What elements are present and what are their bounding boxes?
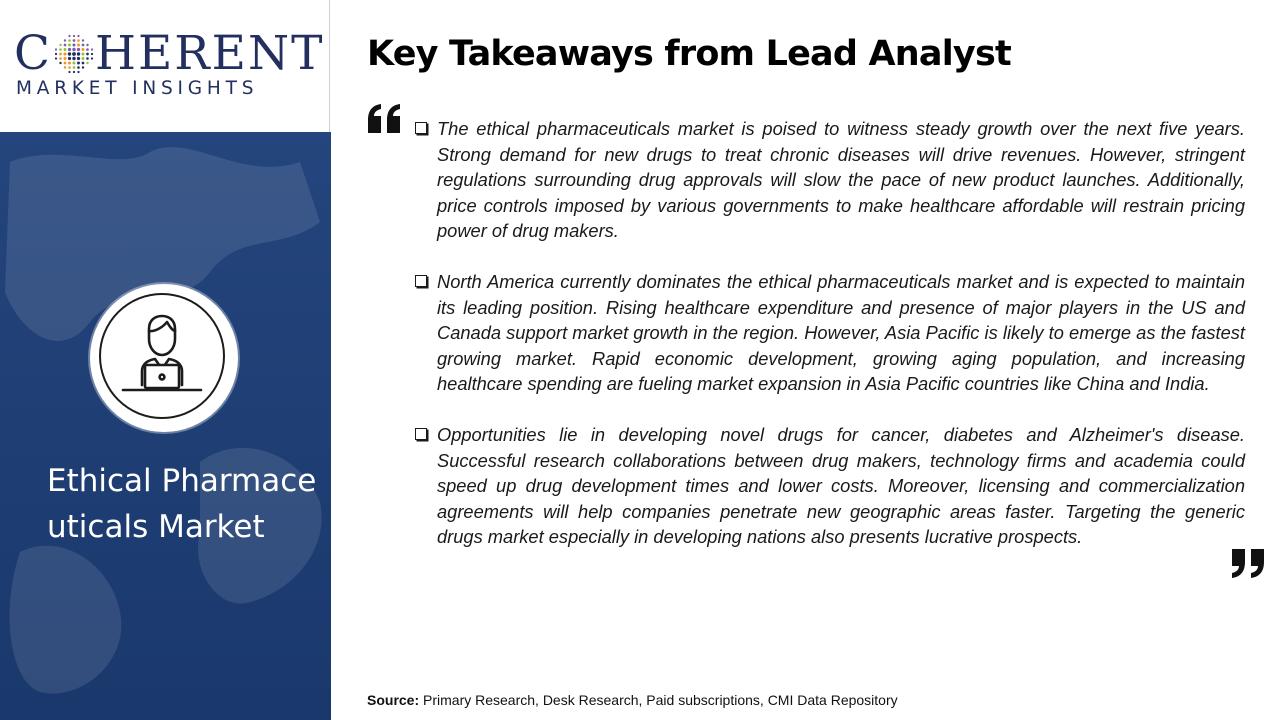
market-title: Ethical Pharmaceuticals Market <box>47 463 317 545</box>
logo-subtitle: MARKET INSIGHTS <box>16 78 259 99</box>
source-footnote <box>367 692 898 708</box>
logo-letters-rest: HERENT <box>94 26 325 81</box>
takeaway-item <box>412 422 1245 550</box>
takeaway-item <box>412 269 1245 397</box>
takeaway-item <box>412 116 1245 244</box>
logo-letter-c: C <box>14 26 52 81</box>
checkbox-bullet-icon <box>415 275 427 287</box>
close-quote-icon <box>1228 546 1266 580</box>
logo-divider <box>329 0 330 132</box>
sidebar-panel <box>0 132 331 720</box>
takeaway-text: Opportunities lie in developing novel drugs for cancer, diabetes and Alzheimer's disease. Successful research collaborations between drug makers, technology firms and academia could speed up drug development times and lower costs. Moreover, licensing and commercialization agreements will help companies penetrate new geographic areas faster. Targeting the generic drugs market especially in developing nations also presents lucrative prospects. <box>437 423 1245 548</box>
takeaway-list <box>412 116 1245 575</box>
takeaway-text: North America currently dominates the ethical pharmaceuticals market and is expected to maintain its leading position. Rising healthcare expenditure and presence of major players in the US and Canada support market growth in the region. However, Asia Pacific is likely to emerge as the fastest growing market. Rapid economic development, growing aging population, and increasing healthcare spending are fueling market expansion in Asia Pacific countries like China and India. <box>437 270 1245 395</box>
dotted-globe-icon <box>53 33 95 75</box>
avatar-inner-circle <box>99 293 225 419</box>
takeaway-text: The ethical pharmaceuticals market is poised to witness steady growth over the next five years. Strong demand for new drugs to treat chronic diseases will drive revenues. However, stringent regulations surrounding drug approvals will slow the pace of new product launches. Additionally, price controls imposed by various governments to make healthcare affordable will restrain pricing power of drug makers. <box>437 118 1245 242</box>
checkbox-bullet-icon <box>415 122 427 134</box>
company-logo <box>14 26 325 82</box>
page-title: Key Takeaways from Lead Analyst <box>367 34 1011 74</box>
logo-area <box>0 0 330 132</box>
source-text: Primary Research, Desk Research, Paid subscriptions, CMI Data Repository <box>419 692 898 708</box>
source-label: Source: <box>367 692 420 708</box>
analyst-at-laptop-icon <box>109 305 215 411</box>
checkbox-bullet-icon <box>415 428 427 440</box>
open-quote-icon <box>366 102 404 136</box>
analyst-avatar <box>90 284 238 432</box>
